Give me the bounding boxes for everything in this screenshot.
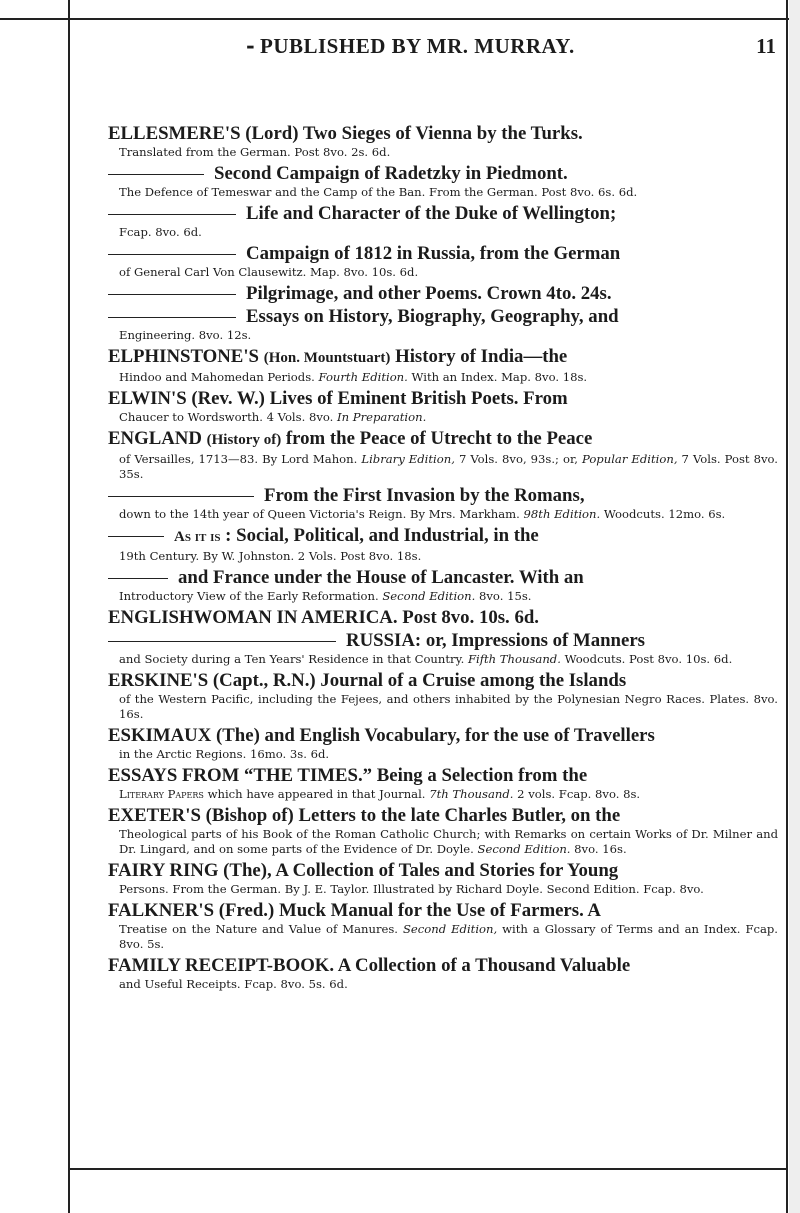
entry-author: FALKNER'S: [108, 900, 215, 921]
entry-author: ESKIMAUX: [108, 725, 212, 746]
entry-title: Second Campaign of Radetzky in Piedmont.: [214, 163, 568, 184]
entry-details: in the Arctic Regions. 16mo. 3s. 6d.: [119, 747, 330, 761]
entry-elwin: [108, 387, 778, 425]
entry-qualifier: (The),: [223, 860, 272, 881]
entry-family-receipt-book: [108, 954, 778, 992]
entry-englishwoman: [108, 606, 778, 629]
entry-england-history: [108, 427, 778, 482]
right-border: [786, 0, 788, 1213]
entry-author: FAMILY RECEIPT-BOOK.: [108, 955, 335, 976]
entry-essays-history: [108, 305, 778, 343]
entry-details: Translated from the German. Post 8vo. 2s. 6d.: [119, 145, 391, 159]
entry-title: and English Vocabulary, for the use of Travellers: [264, 725, 655, 746]
entry-title-lead: As it is: [174, 529, 221, 545]
entry-title: Campaign of 1812 in Russia, from the German: [246, 243, 621, 264]
catalogue-listing: [108, 122, 778, 994]
entry-eskimaux: [108, 724, 778, 762]
entry-author: ENGLISHWOMAN IN AMERICA.: [108, 607, 398, 628]
entry-erskine: [108, 669, 778, 722]
entry-details: of the Western Pacific, including the Fejees, and others inhabited by the Polynesian Negro Races. Plates. 8vo. 16s.: [119, 692, 778, 721]
entry-details: Persons. From the German. By J. E. Taylor. Illustrated by Richard Doyle. Second Edition. Fcap. 8vo.: [119, 882, 704, 896]
entry-author: ELLESMERE'S: [108, 123, 241, 144]
entry-title: from the Peace of Utrecht to the Peace: [285, 428, 593, 449]
header-dash: -: [246, 33, 255, 58]
entry-qualifier: (Bishop of): [205, 805, 294, 826]
entry-author: ESSAYS FROM “THE TIMES.”: [108, 765, 373, 786]
entry-falkner: [108, 899, 778, 952]
entry-details: Fcap. 8vo. 6d.: [119, 225, 202, 239]
entry-fairy-ring: [108, 859, 778, 897]
entry-author: ENGLAND: [108, 428, 202, 449]
entry-qualifier: (Lord): [245, 123, 299, 144]
left-border: [68, 0, 70, 1213]
entry-details: of General Carl Von Clausewitz. Map. 8vo. 10s. 6d.: [119, 265, 419, 279]
entry-england-romans: [108, 484, 778, 522]
entry-qualifier: (History of): [206, 432, 282, 448]
entry-details: Treatise on the Nature and Value of Manures. Second Edition, with a Glossary of Terms and an Index. Fcap. 8vo. 5s.: [119, 922, 778, 951]
entry-title: A Collection of Tales and Stories for Young: [275, 860, 619, 881]
entry-title: RUSSIA: or, Impressions of Manners: [346, 630, 645, 651]
entry-elphinstone: [108, 345, 778, 385]
entry-author: ELWIN'S: [108, 388, 187, 409]
entry-england-lancaster: [108, 566, 778, 604]
entry-details: Engineering. 8vo. 12s.: [119, 328, 252, 342]
entry-details: Hindoo and Mahomedan Periods. Fourth Edition. With an Index. Map. 8vo. 18s.: [119, 370, 588, 384]
entry-england-as-it-is: [108, 524, 778, 564]
entry-title: History of India—the: [395, 346, 568, 367]
entry-exeter: [108, 804, 778, 857]
entry-author: FAIRY RING: [108, 860, 219, 881]
entry-title: Being a Selection from the: [376, 765, 588, 786]
entry-qualifier: (Capt., R.N.): [212, 670, 316, 691]
entry-details: Chaucer to Wordsworth. 4 Vols. 8vo. In Preparation.: [119, 410, 427, 424]
entry-details: and Society during a Ten Years' Residence in that Country. Fifth Thousand. Woodcuts. Post 8vo. 10s. 6d.: [119, 652, 733, 666]
bottom-border: [68, 1168, 788, 1170]
entry-title: Life and Character of the Duke of Wellington;: [246, 203, 617, 224]
entry-details: and Useful Receipts. Fcap. 8vo. 5s. 6d.: [119, 977, 348, 991]
entry-details: Introductory View of the Early Reformation. Second Edition. 8vo. 15s.: [119, 589, 532, 603]
header-title: PUBLISHED BY MR. MURRAY.: [260, 34, 575, 58]
page-edge: [789, 0, 800, 1213]
entry-qualifier: (The): [216, 725, 260, 746]
entry-details: 19th Century. By W. Johnston. 2 Vols. Post 8vo. 18s.: [119, 549, 422, 563]
top-border: [0, 18, 800, 20]
page-number: 11: [756, 34, 776, 58]
entry-campaign-1812: [108, 242, 778, 280]
entry-title: Lives of Eminent British Poets. From: [269, 388, 568, 409]
entry-radetzky: [108, 162, 778, 200]
entry-qualifier: (Hon. Mountstuart): [263, 350, 391, 366]
entry-title: Muck Manual for the Use of Farmers. A: [278, 900, 601, 921]
entry-title: and France under the House of Lancaster. With an: [178, 567, 584, 588]
entry-details: Literary Papers which have appeared in that Journal. 7th Thousand. 2 vols. Fcap. 8vo. 8s.: [119, 787, 641, 801]
entry-title: Journal of a Cruise among the Islands: [320, 670, 627, 691]
entry-details: of Versailles, 1713—83. By Lord Mahon. Library Edition, 7 Vols. 8vo, 93s.; or, Popular Edition, 7 Vols. Post 8vo. 35s.: [119, 452, 778, 481]
entry-russia: [108, 629, 778, 667]
entry-author: ELPHINSTONE'S: [108, 346, 260, 367]
entry-qualifier: (Fred.): [218, 900, 275, 921]
entry-title: Two Sieges of Vienna by the Turks.: [302, 123, 583, 144]
entry-title: Pilgrimage, and other Poems. Crown 4to. 24s.: [246, 283, 612, 304]
entry-author: EXETER'S: [108, 805, 201, 826]
entry-details: The Defence of Temeswar and the Camp of the Ban. From the German. Post 8vo. 6s. 6d.: [119, 185, 638, 199]
entry-details: Theological parts of his Book of the Roman Catholic Church; with Remarks on certain Works of Dr. Milner and Dr. Lingard, and on some parts of the Evidence of Dr. Doyle. Second Edition. 8vo. 16s.: [119, 827, 778, 856]
entry-title: Essays on History, Biography, Geography, and: [246, 306, 619, 327]
entry-title: : Social, Political, and Industrial, in the: [225, 525, 539, 546]
entry-title: Letters to the late Charles Butler, on the: [298, 805, 621, 826]
page-header: [70, 28, 786, 68]
entry-title: A Collection of a Thousand Valuable: [337, 955, 631, 976]
entry-essays-times: [108, 764, 778, 802]
entry-author: ERSKINE'S: [108, 670, 209, 691]
entry-title: From the First Invasion by the Romans,: [264, 485, 585, 506]
entry-pilgrimage: [108, 282, 778, 305]
entry-details: down to the 14th year of Queen Victoria's Reign. By Mrs. Markham. 98th Edition. Woodcuts. 12mo. 6s.: [119, 507, 726, 521]
entry-title: Post 8vo. 10s. 6d.: [402, 607, 539, 628]
entry-ellesmere: [108, 122, 778, 160]
entry-qualifier: (Rev. W.): [191, 388, 265, 409]
entry-wellington: [108, 202, 778, 240]
